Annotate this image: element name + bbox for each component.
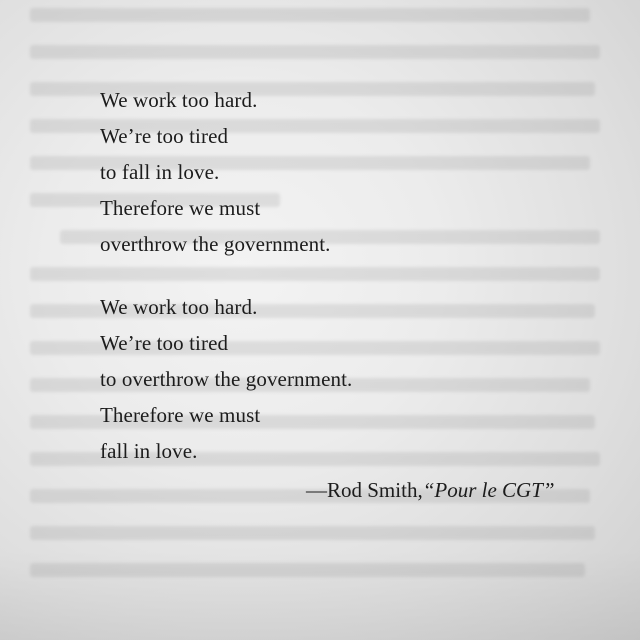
poem-line: We’re too tired [100, 331, 229, 355]
poem-line: We’re too tired [100, 124, 229, 148]
poem-line: Therefore we must [100, 196, 261, 220]
attribution [306, 478, 555, 503]
poem-line: to fall in love. [100, 160, 220, 184]
poem-line: Therefore we must [100, 403, 261, 427]
poem-stanza-2 [100, 289, 600, 469]
poem-line: fall in love. [100, 439, 198, 463]
poem-line: We work too hard. [100, 88, 258, 112]
poem-line: overthrow the government. [100, 232, 331, 256]
attribution-title: “Pour le CGT” [422, 478, 555, 502]
poem [100, 82, 600, 469]
attribution-author: —Rod Smith, [306, 478, 423, 502]
page-shadow [0, 550, 640, 640]
poem-stanza-1 [100, 82, 600, 262]
poem-line: to overthrow the government. [100, 367, 353, 391]
poem-line: We work too hard. [100, 295, 258, 319]
